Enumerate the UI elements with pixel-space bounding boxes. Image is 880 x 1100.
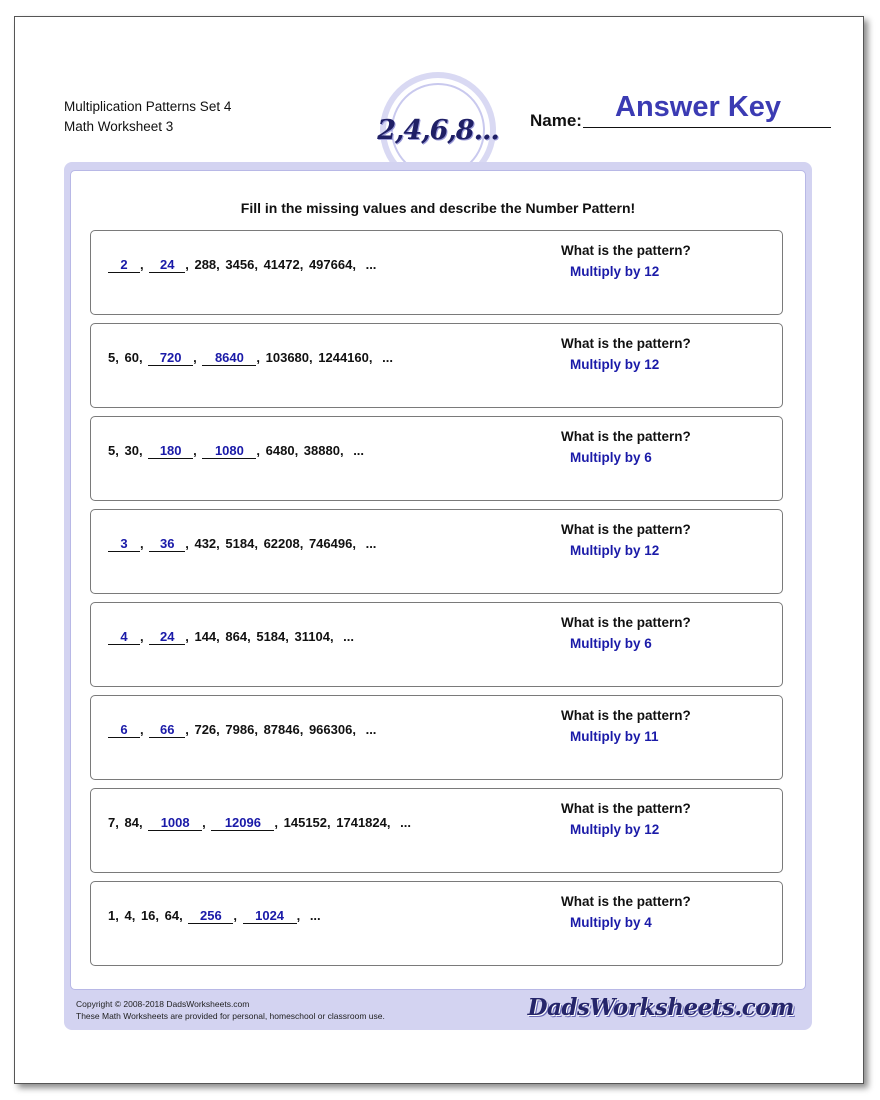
sequence-term: 38880 [303, 443, 340, 458]
sequence-term: 1244160 [318, 350, 369, 365]
pattern-question: What is the pattern? [561, 243, 691, 258]
sequence-term: 4 [124, 908, 132, 923]
sequence-term: 16 [140, 908, 156, 923]
number-sequence: 3 , 36 , 432, 5184, 62208, 746496, ... [108, 536, 376, 552]
number-sequence: 2 , 24 , 288, 3456, 41472, 497664, ... [108, 257, 376, 273]
sequence-term: 1741824 [336, 815, 387, 830]
sequence-term: 30 [124, 443, 139, 458]
pattern-answer: Multiply by 12 [570, 264, 660, 279]
sequence-term: 103680 [265, 350, 310, 365]
pattern-answer: Multiply by 12 [570, 543, 660, 558]
pattern-answer: Multiply by 11 [570, 729, 659, 744]
sequence-term: 64 [164, 908, 180, 923]
problem-row [90, 230, 783, 315]
answer-blank: 4 [108, 629, 140, 645]
footer-copyright [76, 998, 385, 1022]
name-label: Name: [530, 111, 582, 130]
pattern-question: What is the pattern? [561, 801, 691, 816]
sequence-term: 746496 [308, 536, 353, 551]
answer-blank: 24 [149, 629, 185, 645]
sequence-ellipsis: ... [365, 536, 377, 551]
sequence-term: 84 [124, 815, 139, 830]
sequence-term: 288 [194, 257, 217, 272]
sequence-term: 7 [108, 815, 116, 830]
sequence-term: 62208 [263, 536, 300, 551]
worksheet-title: Multiplication Patterns Set 4 [64, 99, 232, 114]
number-sequence: 4 , 24 , 144, 864, 5184, 31104, ... [108, 629, 354, 645]
sequence-term: 7986 [225, 722, 255, 737]
problem-row [90, 602, 783, 687]
pattern-answer: Multiply by 6 [570, 450, 652, 465]
sequence-term: 5184 [225, 536, 255, 551]
pattern-question: What is the pattern? [561, 615, 691, 630]
problem-row [90, 881, 783, 966]
number-sequence: 6 , 66 , 726, 7986, 87846, 966306, ... [108, 722, 376, 738]
pattern-question: What is the pattern? [561, 336, 691, 351]
problem-row [90, 416, 783, 501]
sequence-term: 60 [124, 350, 139, 365]
sequence-ellipsis: ... [309, 908, 321, 923]
answer-blank: 6 [108, 722, 140, 738]
problem-row [90, 509, 783, 594]
pattern-answer: Multiply by 12 [570, 357, 660, 372]
sequence-ellipsis: ... [343, 629, 355, 644]
number-sequence: 5, 60, 720 , 8640 , 103680, 1244160, ... [108, 350, 393, 365]
answer-blank: 1080 [202, 443, 256, 459]
pattern-answer: Multiply by 4 [570, 915, 652, 930]
sequence-term: 432 [194, 536, 217, 551]
sequence-term: 5 [108, 443, 116, 458]
sequence-term: 41472 [263, 257, 300, 272]
worksheet-subtitle: Math Worksheet 3 [64, 119, 174, 134]
instructions: Fill in the missing values and describe the Number Pattern! [240, 200, 636, 216]
answer-blank: 66 [149, 722, 185, 738]
answer-blank: 256 [188, 908, 233, 924]
number-sequence: 5, 30, 180 , 1080 , 6480, 38880, ... [108, 443, 365, 458]
pattern-question: What is the pattern? [561, 429, 691, 444]
worksheet-title-block [64, 97, 231, 137]
sequence-term: 864 [225, 629, 248, 644]
sequence-term: 5 [108, 350, 116, 365]
answer-key-text: Answer Key [615, 91, 782, 123]
pattern-question: What is the pattern? [561, 708, 691, 723]
problem-row [90, 323, 783, 408]
sequence-ellipsis: ... [353, 443, 365, 458]
sequence-term: 1 [108, 908, 116, 923]
answer-blank: 1008 [148, 815, 202, 831]
sequence-term: 87846 [263, 722, 300, 737]
answer-blank: 180 [148, 443, 193, 459]
pattern-answer: Multiply by 12 [570, 822, 660, 837]
problem-row [90, 788, 783, 873]
pattern-answer: Multiply by 6 [570, 636, 652, 651]
sequence-ellipsis: ... [365, 722, 377, 737]
pattern-question: What is the pattern? [561, 894, 691, 909]
answer-blank: 12096 [211, 815, 274, 831]
problem-frame [64, 162, 812, 1030]
answer-blank: 720 [148, 350, 193, 366]
answer-blank: 2 [108, 257, 140, 273]
usage-notice: These Math Worksheets are provided for personal, homeschool or classroom use. [76, 1011, 385, 1021]
answer-blank: 24 [149, 257, 185, 273]
problem-row [90, 695, 783, 780]
pattern-question: What is the pattern? [561, 522, 691, 537]
sequence-term: 726 [194, 722, 217, 737]
sequence-term: 497664 [308, 257, 353, 272]
sequence-term: 144 [194, 629, 217, 644]
sequence-term: 3456 [225, 257, 255, 272]
sequence-term: 6480 [265, 443, 295, 458]
sequence-term: 145152 [283, 815, 328, 830]
copyright-text: Copyright © 2008-2018 DadsWorksheets.com [76, 999, 250, 1009]
answer-blank: 8640 [202, 350, 256, 366]
number-sequence: 7, 84, 1008 , 12096 , 145152, 1741824, ... [108, 815, 411, 830]
sequence-ellipsis: ... [365, 257, 377, 272]
number-sequence: 1, 4, 16, 64, 256 , 1024 , ... [108, 908, 321, 923]
answer-blank: 1024 [243, 908, 297, 924]
sequence-term: 31104 [294, 629, 330, 644]
name-field-line [583, 127, 831, 128]
brand-logo: DadsWorksheets.com [527, 994, 794, 1021]
answer-blank: 3 [108, 536, 140, 552]
sequence-term: 966306 [308, 722, 353, 737]
logo-text: 2,4,6,8... [377, 114, 499, 146]
answer-blank: 36 [149, 536, 185, 552]
sequence-term: 5184 [256, 629, 286, 644]
sequence-ellipsis: ... [382, 350, 393, 365]
sequence-ellipsis: ... [400, 815, 411, 830]
